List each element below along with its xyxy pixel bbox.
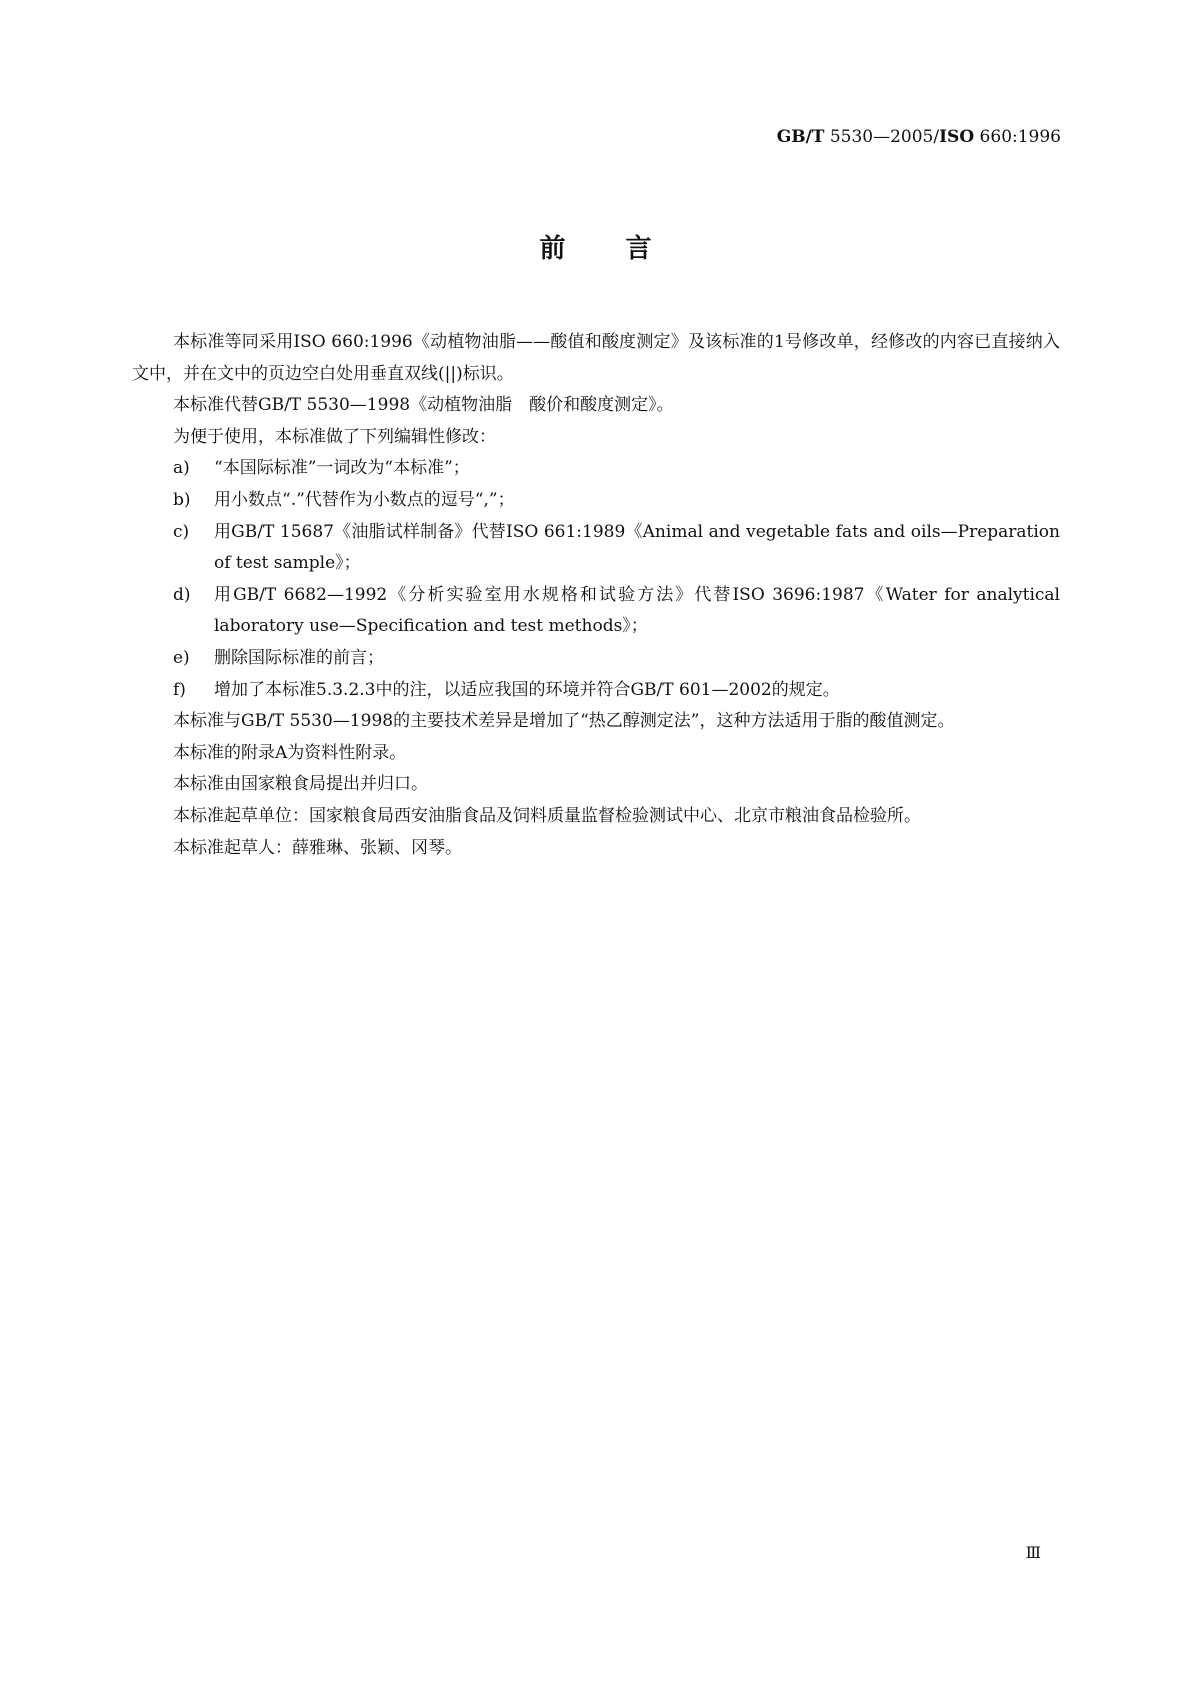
header-code-gbt: GB/T [776, 127, 825, 147]
header-code-iso: ISO [939, 127, 975, 147]
standard-code-header [777, 126, 1061, 148]
list-item-text: 用GB/T 6682—1992《分析实验室用水规格和试验方法》代替ISO 3696:1987《Water for analytical laboratory use—Specification and test methods》； [214, 584, 1060, 637]
paragraph-proposer: 本标准由国家粮食局提出并归口。 [173, 774, 428, 795]
paragraph-edits-intro: 为便于使用，本标准做了下列编辑性修改： [173, 426, 496, 447]
page-title: 前言 [539, 234, 712, 264]
paragraph-technical-differences: 本标准与GB/T 5530—1998的主要技术差异是增加了“热乙醇测定法”，这种方法适用于脂的酸值测定。 [173, 711, 955, 732]
paragraph-drafters: 本标准起草人：薛雅琳、张颖、冈琴。 [173, 837, 462, 858]
list-item-text: 增加了本标准5.3.2.3中的注，以适应我国的环境并符合GB/T 601—2002的规定。 [214, 679, 840, 700]
paragraph-annex: 本标准的附录A为资料性附录。 [173, 742, 407, 763]
list-item-marker: e) [173, 647, 190, 668]
paragraph-replaces: 本标准代替GB/T 5530—1998《动植物油脂 酸价和酸度测定》。 [173, 395, 674, 416]
list-item-marker: a) [173, 458, 190, 479]
document-body [132, 327, 1060, 864]
header-code-number: 5530—2005/ [824, 127, 940, 147]
page-number: Ⅲ [1025, 1543, 1041, 1562]
list-item-text: 删除国际标准的前言； [214, 647, 384, 668]
paragraph-adoption: 本标准等同采用ISO 660:1996《动植物油脂——酸值和酸度测定》及该标准的1号修改单，经修改的内容已直接纳入文中，并在文中的页边空白处用垂直双线(||)标识。 [132, 332, 1060, 384]
list-item-text: 用小数点“.”代替作为小数点的逗号“,”； [214, 489, 515, 510]
list-item-marker: c) [173, 521, 190, 542]
list-item-marker: f) [173, 679, 186, 700]
header-code-iso-number: 660:1996 [974, 127, 1061, 147]
list-item-marker: d) [173, 584, 191, 605]
list-item [132, 485, 1060, 517]
list-item-marker: b) [173, 489, 191, 510]
list-item [132, 580, 1060, 643]
list-item [132, 643, 1060, 675]
list-item [132, 453, 1060, 485]
list-item [132, 675, 1060, 707]
list-item-text: 用GB/T 15687《油脂试样制备》代替ISO 661:1989《Animal and vegetable fats and oils—Preparation of test sample》； [214, 521, 1060, 574]
list-item [132, 517, 1060, 580]
list-item-text: “本国际标准”一词改为“本标准”； [214, 458, 470, 479]
paragraph-drafting-units: 本标准起草单位：国家粮食局西安油脂食品及饲料质量监督检验测试中心、北京市粮油食品检验所。 [173, 805, 921, 826]
